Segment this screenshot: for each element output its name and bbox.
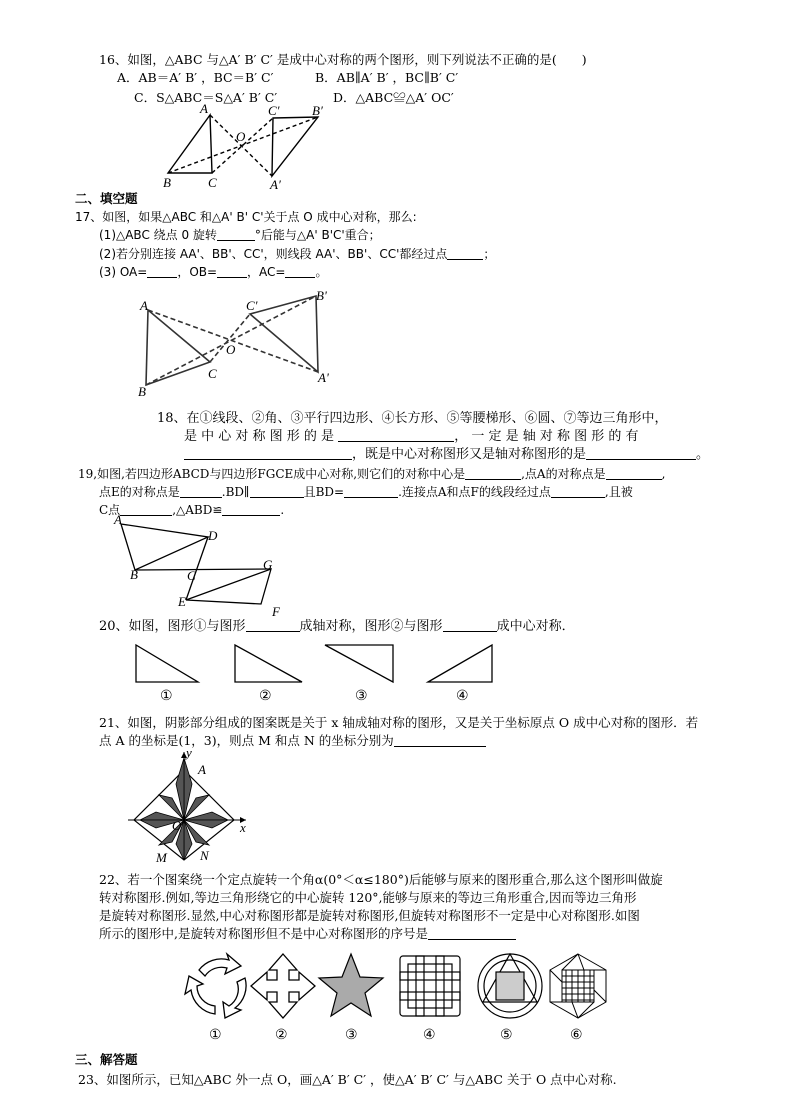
q17-blank-point[interactable] [447,247,483,260]
q16-label-b: B [163,175,171,190]
q20-triangle-2 [235,645,302,682]
q16-label-c1: C′ [268,103,280,118]
q21-line2 [99,733,486,749]
q18-line2-a: 是 中 心 对 称 图 形 的 是 [184,429,335,444]
q20-triangle-1 [136,645,198,682]
q17-line3 [99,264,328,280]
q16-label-b1: B′ [312,103,323,118]
q22-figure-6 [550,954,606,1018]
q21-figure [120,745,250,865]
q21-label-n: N [200,848,209,863]
q19-label-a: A [114,512,122,527]
q19-line1-c: , [661,467,666,481]
q16-label-a: A [200,101,208,116]
q17-label-a1: A' [318,370,329,385]
q22-number-3: ③ [345,1027,358,1043]
q22-number-4: ④ [423,1027,436,1043]
section-heading-solve: 三、解答题 [75,1052,138,1067]
q20-triangle-3 [325,645,393,682]
q19-line3-b: ,△ABD≌ [172,503,223,517]
q21-label-a: A [198,762,206,777]
q16-figure [160,103,340,193]
q20-stem [99,619,575,635]
q19-line2-d: .连接点A和点F的线段经过点 [398,485,551,499]
q19-line1 [78,466,665,482]
q22-line1: 22、若一个图案绕一个定点旋转一个角α(0°＜α≤180°)后能够与原来的图形重合,那么这个图形叫做旋 [99,872,663,887]
q17-line1-text-b: °后能与△A' B'C'重合； [254,228,381,242]
q20-number-3: ③ [355,688,368,704]
q19-blank-center[interactable] [465,467,521,480]
q16-option-c: C．S△ABC＝S△A′ B′ C′ [134,90,278,105]
q17-line3-a: (3) OA= [99,265,148,279]
q19-label-g: G [263,557,273,572]
q19-label-c: C [187,568,196,583]
q19-label-b: B [130,567,138,582]
q22-line3: 是旋转对称图形.显然,中心对称图形都是旋转对称图形,但旋转对称图形不一定是中心对称图形.如图 [99,908,640,923]
q22-blank-answer[interactable] [428,927,516,940]
q18-line3-end: 。 [696,447,710,462]
q21-line2-text: 点 A 的坐标是(1，3)，则点 M 和点 N 的坐标分别为 [99,733,394,748]
q16-label-a1: A′ [270,177,281,192]
q16-option-d: D．△ABC≌△A′ OC′ [333,90,454,105]
q22-figures [185,950,605,1025]
q22-figure-1 [185,954,246,1018]
q17-label-a: A [140,298,148,313]
q19-line2 [99,484,633,500]
q18-line3 [184,447,709,463]
q18-blank-axial[interactable] [184,447,352,460]
q22-figure-4 [400,956,460,1016]
q17-label-c: C [208,366,217,381]
q17-line3-c: ，AC= [247,265,286,279]
q17-line2-text: (2)若分别连接 AA'、BB'、CC'，则线段 AA'、BB'、CC'都经过点 [99,247,448,261]
q20-text-b: 成轴对称，图形②与图形 [299,619,443,634]
q16-option-a: A．AB＝A′ B′ ，BC＝B′ C′ [117,70,274,85]
q21-label-x: x [240,820,246,835]
q18-line3-text: ，既是中心对称图形又是轴对称图形的是 [352,447,587,462]
q19-line2-c: 且BD= [303,485,345,499]
q19-label-f: F [272,604,280,619]
q22-number-1: ① [209,1027,222,1043]
q23-stem: 23、如图所示，已知△ABC 外一点 O，画△A′ B′ C′ ，使△A′ B′ C′ 与△ABC 关于 O 点中心对称. [78,1072,617,1087]
q22-line4 [99,926,516,942]
q17-blank-oa[interactable] [147,265,177,278]
q17-blank-ac[interactable] [285,265,315,278]
q21-blank-mn[interactable] [394,734,486,747]
q22-line4-text: 所示的图形中,是旋转对称图形但不是中心对称图形的序号是 [99,926,428,941]
q20-number-2: ② [259,688,272,704]
q20-number-1: ① [160,688,173,704]
q17-stem: 17、如图，如果△ABC 和△A' B' C'关于点 O 成中心对称，那么: [75,210,417,224]
q16-label-c: C [208,175,217,190]
q17-line3-d: 。 [315,265,328,279]
q21-line1: 21、如图，阴影部分组成的图案既是关于 x 轴成轴对称的图形，又是关于坐标原点 O 成中心对称的图形．若 [99,715,699,730]
section-heading-fill-blank: 二、填空题 [75,191,138,206]
q22-line2: 转对称图形.例如,等边三角形绕它的中心旋转 120°,能够与原来的等边三角形重合,因而等边三角形 [99,890,637,905]
q17-line1-text-a: (1)△ABC 绕点 0 旋转 [99,228,217,242]
q17-label-b: B [138,384,146,399]
q22-figure-3 [319,954,383,1016]
q22-number-5: ⑤ [500,1027,513,1043]
q20-blank-axis[interactable] [246,619,300,632]
q19-line3-a: C点 [99,503,121,517]
q19-line2-b: .BD∥ [221,485,250,499]
q22-figure-5 [478,954,542,1018]
q17-line3-b: ，OB= [177,265,218,279]
q18-line2 [184,429,639,445]
q17-label-o: O [226,342,236,357]
q17-blank-ob[interactable] [217,265,247,278]
q16-stem: 16、如图，△ABC 与△A′ B′ C′ 是成中心对称的两个图形，则下列说法不正确的是( ) [99,52,587,67]
q19-blank-e-sym[interactable] [180,485,222,498]
q18-line2-b: ， 一 定 是 轴 对 称 图 形 的 有 [454,429,639,444]
q18-blank-central[interactable] [338,429,454,442]
q22-figure-2 [251,954,315,1018]
q17-figure [138,290,338,400]
q19-blank-af-point[interactable] [551,485,605,498]
q20-number-4: ④ [456,688,469,704]
q20-text-c: 成中心对称． [496,619,575,634]
q19-line2-e: ,且被 [604,485,633,499]
q19-line1-a: 19,如图,若四边形ABCD与四边形FGCE成中心对称,则它们的对称中心是 [78,467,466,481]
q17-label-c1: C' [246,298,258,313]
q17-line2-end: ； [483,247,496,261]
q19-blank-a-sym[interactable] [606,467,662,480]
q19-blank-bd-parallel[interactable] [250,485,304,498]
q22-number-6: ⑥ [570,1027,583,1043]
q18-blank-both[interactable] [586,447,696,460]
q20-blank-center[interactable] [443,619,497,632]
q19-line3-c: . [280,503,285,517]
q16-label-o: O [236,129,246,144]
q21-label-m: M [156,850,167,865]
q21-label-y: y [186,745,192,760]
q17-label-b1: B' [316,288,327,303]
q19-label-e: E [178,594,186,609]
q19-label-d: D [208,528,218,543]
q20-figures [130,640,500,690]
q22-number-2: ② [275,1027,288,1043]
q21-label-o: O [172,818,182,833]
q19-line2-a: 点E的对称点是 [99,485,180,499]
q18-line1: 18、在①线段、②角、③平行四边形、④长方形、⑤等腰梯形、⑥圆、⑦等边三角形中， [157,411,668,426]
q16-option-b: B．AB∥A′ B′ ，BC∥B′ C′ [315,70,459,85]
q17-blank-angle[interactable] [217,228,255,241]
q17-line2 [99,246,495,262]
q19-line1-b: ,点A的对称点是 [521,467,606,481]
q19-figure [113,512,283,619]
q20-triangle-4 [428,645,492,682]
q19-blank-bd-equal[interactable] [344,485,398,498]
q17-line1 [99,227,381,243]
q20-text-a: 20、如图，图形①与图形 [99,619,246,634]
